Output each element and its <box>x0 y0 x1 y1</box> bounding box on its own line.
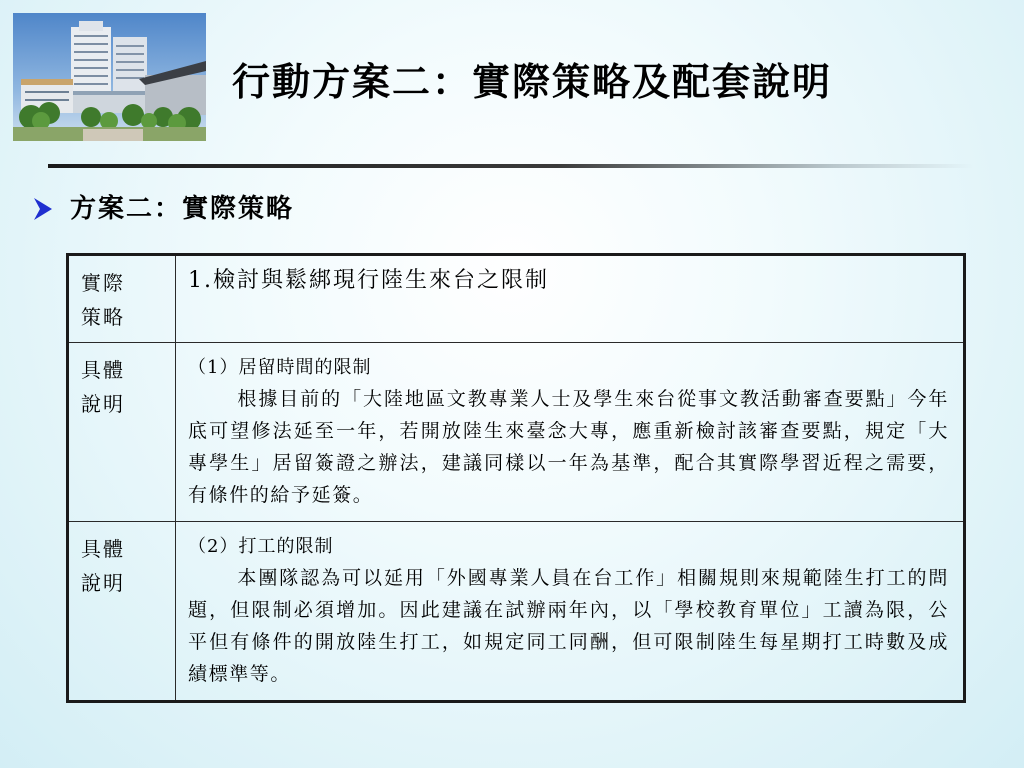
table-row <box>68 522 965 702</box>
detail-paragraph: 根據目前的「大陸地區文教專業人士及學生來台從事文教活動審查要點」今年底可望修法延至一年，若開放陸生來臺念大專，應重新檢討該審查要點，規定「大專學生」居留簽證之辦法，建議同樣以一年為基準，配合其實際學習近程之需要，有條件的給予延簽。 <box>188 388 949 506</box>
detail-subheading: （1）居留時間的限制 <box>188 357 372 378</box>
section-heading: 方案二：實際策略 <box>70 194 295 224</box>
row-label-line: 具體 <box>81 358 125 382</box>
row-label-line: 具體 <box>81 537 125 561</box>
arrow-bullet-icon <box>34 198 52 220</box>
campus-building-photo <box>13 13 206 141</box>
table-row <box>68 343 965 522</box>
detail-subheading: （2）打工的限制 <box>188 536 334 557</box>
row-label-line: 說明 <box>81 571 125 595</box>
row-content <box>176 343 965 522</box>
row-label-line: 實際 <box>81 271 125 295</box>
detail-paragraph: 本團隊認為可以延用「外國專業人員在台工作」相關規則來規範陸生打工的問題，但限制必須增加。因此建議在試辦兩年內，以「學校教育單位」工讀為限，公平但有條件的開放陸生打工，如規定同工同酬，但可限制陸生每星期打工時數及成績標準等。 <box>188 567 949 685</box>
row-label <box>68 255 176 343</box>
row-label-line: 策略 <box>81 305 125 329</box>
row-label <box>68 522 176 702</box>
strategy-item: 1.檢討與鬆綁現行陸生來台之限制 <box>188 268 549 293</box>
slide-title: 行動方案二：實際策略及配套說明 <box>232 59 833 104</box>
row-content <box>176 522 965 702</box>
section-heading-row <box>34 193 294 225</box>
table-row <box>68 255 965 343</box>
row-content <box>176 255 965 343</box>
row-label-line: 說明 <box>81 392 125 416</box>
title-divider <box>48 164 973 168</box>
strategy-table <box>66 253 966 703</box>
row-label <box>68 343 176 522</box>
